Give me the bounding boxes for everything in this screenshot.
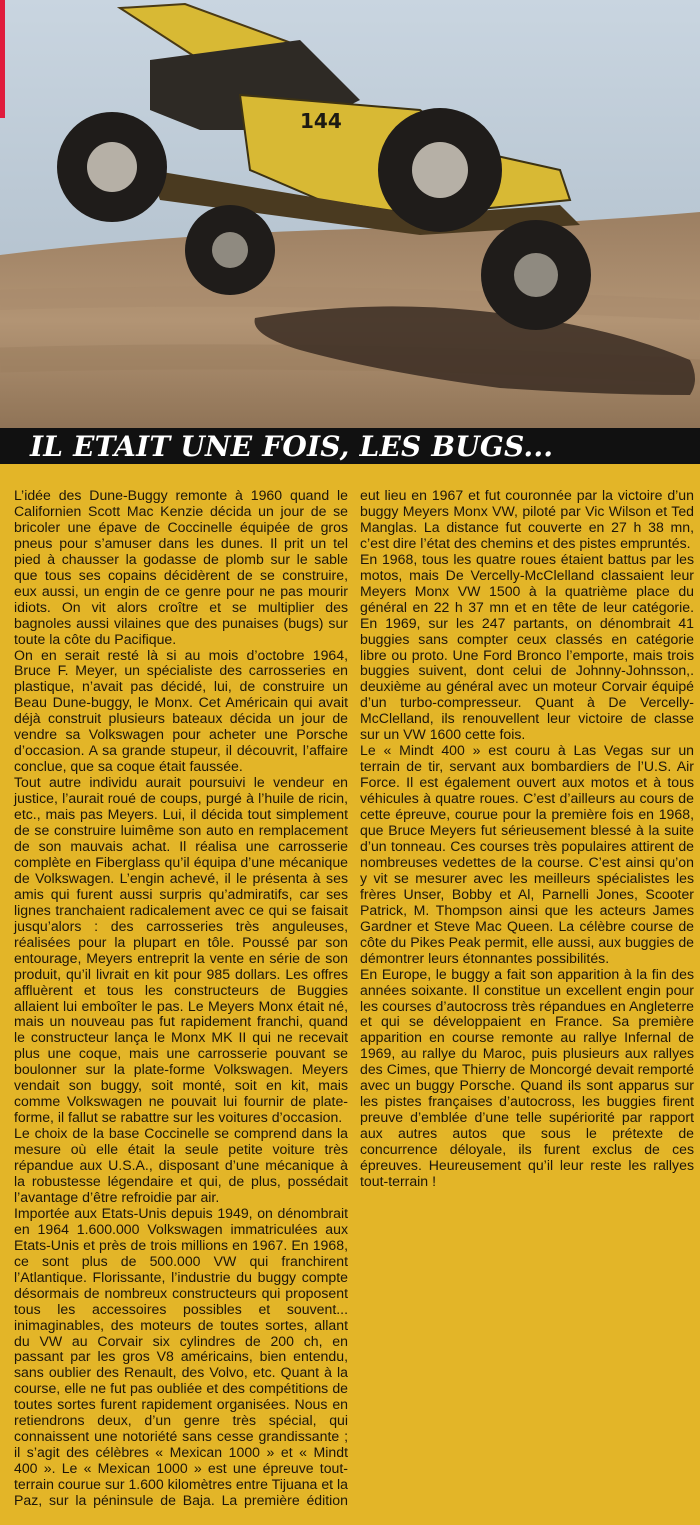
paragraph: Le « Mindt 400 » est couru à Las Vegas sur un terrain de tir, servant aux bombardiers de l’U.S. Air Force. Il est également ouvert aux motos et à tous véhicules à quatre roues. C’est d’ailleurs au cours de cette épreuve, courue pour la première fois en 1968, que Bruce Meyers fut sérieusement blessé à la suite d’un tonneau. Ces courses très populaires attirent de nombreuses vedettes de la course. C’est ainsi qu’on y vit se mesurer avec les meilleurs spécialistes les frères Unser, Bobby et Al, Parnelli Jones, Scooter Patrick, M. Thompson ainsi que les acteurs James Gardner et Steve Mac Queen. La célèbre course de côte du Pikes Peak permit, elle aussi, aux buggies de démontrer leurs étonnantes possibilités. [360, 742, 694, 966]
title-bar [0, 428, 700, 464]
paragraph: Tout autre individu aurait poursuivi le vendeur en justice, l’aurait roué de coups, purgé à l’huile de ricin, etc., mais pas Meyers. Lui, il décida tout simplement de se construire luimême son auto en remplacement de son mauvais achat. Il réalisa une carrosserie complète en Fiberglass qu’il équipa d’une mécanique de Volkswagen. L’engin achevé, il le présenta à ses amis qui furent aussi surpris qu’admiratifs, car ses lignes tranchaient radicalement avec ce qui se faisait jusqu’alors : des carrosseries très anguleuses, réalisées pour la plupart en tôle. Poussé par son entourage, Meyers entreprit la vente en série de son produit, qu’il livrait en kit pour 985 dollars. Les offres affluèrent et tous les constructeurs de Buggies allaient lui emboîter le pas. Le Meyers Monx était né, mais un nouveau pas fut rapidement franchi, quand le constructeur lança le Monx MK II qui ne recevait plus une coque, mais une carrosserie pouvant se boulonner sur la plate-forme Volkswagen. Meyers vendait son buggy, soit monté, soit en kit, mais comme Volkswagen ne pouvait lui fournir de plate-forme, il fallut se rabattre sur les voitures d’occasion. [14, 774, 348, 1126]
paragraph: En Europe, le buggy a fait son apparition à la fin des années soixante. Il constitue un excellent engin pour les courses d’autocross très répandues en Angleterre et qui se développaient en France. Sa première apparition en course remonte au rallye Infernal de 1969, au rallye du Maroc, puis plusieurs aux rallyes des Cimes, que Thierry de Moncorgé devait remporté avec un buggy Porsche. Quand ils sont apparus sur les pistes françaises d’autocross, les buggies firent preuve d’emblée d’une telle supériorité par rapport aux autres autos que sous le prétexte de concurrence déloyale, ils furent exclus de ces épreuves. Heureusement qu’il leur reste les rallyes tout-terrain ! [360, 965, 694, 1189]
paragraph: L’idée des Dune-Buggy remonte à 1960 quand le Californien Scott Mac Kenzie décida un jour de se bricoler une épave de Coccinelle équipée de gros pneus pour s’amuser dans les dunes. Il prit un tel pied à chausser la godasse de plomb sur le sable que tous ses copains décidèrent de se construire, eux aussi, un engin de ce genre pour ne pas mourir idiots. On vit alors croître et se multiplier des bagnoles aussi vilaines que des punaises (bugs) sur toute la côte du Pacifique. [14, 487, 348, 647]
paragraph: Importée aux Etats-Unis depuis 1949, on dénombrait en 1964 1.600.000 Volkswagen immatriculées aux Etats-Unis et près de trois millions en 1967. En 1968, ce sont plus de 500.000 VW qui franchirent l’Atlantique. Florissante, l’industrie du buggy compte désormais de nombreux constructeurs qui proposent tous les accessoires possibles et souvent... inimaginables, des moteurs de toutes sortes, allant du VW au Corvair six cylindres de 200 ch, en passant par les gros V8 américains, bien entendu, sans oublier des Renault, des Volvo, etc. Quant à la course, elle ne fut pas oubliée et des compétitions de toutes sortes furent rapidement organisées. Nous en retiendrons deux, d’un genre très spécial, qui connaissent une notoriété sans cesse grandissante ; il s’agit des célèbres « Mexican 1000 » et « Mindt 400 ». Le « Mexican 1000 » est une épreuve tout-terrain courue sur 1.600 kilomètres entre Tijuana et la Paz, sur la péninsule de Baja. La première édition eut lieu en 1967 et fut couronnée par la victoire d’un buggy Meyers Monx VW, piloté par Vic Wilson et Ted Manglas. La distance fut couverte en 27 h 38 mn, c’est dire l’état des chemins et des pistes empruntés. [14, 487, 694, 1509]
paragraph: Le choix de la base Coccinelle se comprend dans la mesure où elle était la seule petite voiture très répandue aux U.S.A., disposant d’une mécanique à la robustesse légendaire et qui, de plus, possédait l’avantage d’être refroidie par air. [14, 1125, 348, 1205]
left-edge-accent [0, 0, 5, 118]
paragraph: En 1968, tous les quatre roues étaient battus par les motos, mais De Vercelly-McClelland classaient leur Meyers Monx VW 1500 à la quatrième place du général en 22 h 37 mn et en tête de leur catégorie. En 1969, sur les 247 partants, on dénombrait 41 buggies sans compter ceux classés en catégorie libre ou proto. Une Ford Bronco l’emporte, mais trois buggies suivent, dont celui de Johnny-Johnsson,. deuxième au général avec un moteur Corvair équipé d’un turbo-compresseur. Quant à De Vercelly-McClelland, ils renouvellent leur victoire de classe sur un VW 1600 cette fois. [360, 550, 694, 743]
article-title: IL ETAIT UNE FOIS, LES BUGS... [30, 430, 554, 463]
article-body [14, 488, 694, 1518]
car-number: 144 [300, 109, 342, 133]
paragraph: On en serait resté là si au mois d’octobre 1964, Bruce F. Meyer, un spécialiste des carrosseries en plastique, n’avait pas décidé, lui, de construire un Beau Dune-buggy, le Monx. Cet Américain qui avait déjà construit plusieurs bateaux décida un jour de vendre sa Volkswagen pour acheter une Porsche d’occasion. A sa grande stupeur, il découvrit, l’affaire conclue, que sa coque était faussée. [14, 646, 348, 775]
dune-buggy-photo [0, 0, 700, 430]
